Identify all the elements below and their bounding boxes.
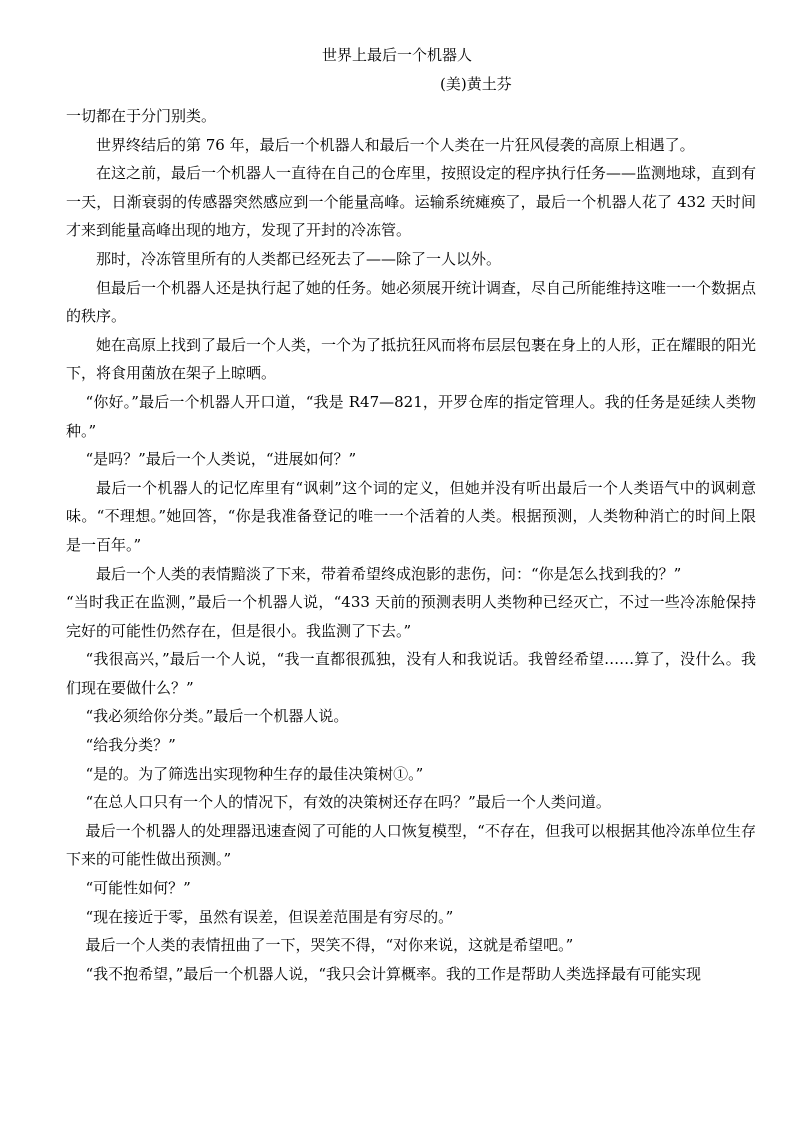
paragraph: 但最后一个机器人还是执行起了她的任务。她必须展开统计调查，尽自己所能维持这唯一一个数据点的秩序。 <box>66 278 757 326</box>
paragraph: 世界终结后的第 76 年，最后一个机器人和最后一个人类在一片狂风侵袭的高原上相遇了。 <box>96 135 695 154</box>
document-title: 世界上最后一个机器人 <box>321 46 472 64</box>
paragraph: 她在高原上找到了最后一个人类，一个为了抵抗狂风而将布层层包裹在身上的人形，正在耀眼的阳光下，将食用菌放在架子上晾晒。 <box>66 335 757 383</box>
paragraph: “给我分类？” <box>85 736 176 755</box>
paragraph: 最后一个机器人的处理器迅速查阅了可能的人口恢复模型，“不存在，但我可以根据其他冷冻单位生存下来的可能性做出预测。” <box>66 821 756 869</box>
paragraph: “我很高兴，”最后一个人说，“我一直都很孤独，没有人和我说话。我曾经希望……算了，没什么。我们现在要做什么？” <box>66 650 756 697</box>
paragraph: 那时，冷冻管里所有的人类都已经死去了——除了一人以外。 <box>96 249 502 268</box>
paragraph: 最后一个机器人的记忆库里有“讽刺”这个词的定义，但她并没有听出最后一个人类语气中的讽刺意味。“不理想。”她回答，“你是我准备登记的唯一一个活着的人类。根据预测，人类物种消亡的时间上限是一百年。” <box>66 478 756 554</box>
paragraph: “现在接近于零，虽然有误差，但误差范围是有穷尽的。” <box>85 907 454 926</box>
paragraph: “当时我正在监测，”最后一个机器人说，“433 天前的预测表明人类物种已经灭亡，不过一些冷冻舱保持完好的可能性仍然存在，但是很小。我监测了下去。” <box>66 593 756 640</box>
paragraph: “是吗？”最后一个人类说，“进展如何？” <box>85 450 357 469</box>
paragraph: “我必须给你分类。”最后一个机器人说。 <box>85 707 349 726</box>
paragraph: 最后一个人类的表情黯淡了下来，带着希望终成泡影的悲伤，问：“你是怎么找到我的？” <box>96 564 682 583</box>
paragraph: 最后一个人类的表情扭曲了一下，哭笑不得，“对你来说，这就是希望吧。” <box>85 936 574 955</box>
paragraph: “可能性如何？” <box>85 879 191 898</box>
paragraph: “你好。”最后一个机器人开口道，“我是 R47—821，开罗仓库的指定管理人。我的任务是延续人类物种。” <box>66 392 756 440</box>
author-line: (美)黄土芬 <box>440 75 512 93</box>
paragraph: 一切都在于分门别类。 <box>66 107 217 125</box>
paragraph: “是的。为了筛选出实现物种生存的最佳决策树①。” <box>85 764 424 783</box>
paragraph: “我不抱希望，”最后一个机器人说，“我只会计算概率。我的工作是帮助人类选择最有可能实现 <box>85 964 702 983</box>
paragraph: “在总人口只有一个人的情况下，有效的决策树还存在吗？”最后一个人类问道。 <box>85 793 611 812</box>
paragraph: 在这之前，最后一个机器人一直待在自己的仓库里，按照设定的程序执行任务——监测地球，直到有一天，日渐衰弱的传感器突然感应到一个能量高峰。运输系统瘫痪了，最后一个机器人花了 432 天时间才来到能量高峰出现的地方，发现了开封的冷冻管。 <box>66 164 757 240</box>
story-body <box>66 102 756 988</box>
